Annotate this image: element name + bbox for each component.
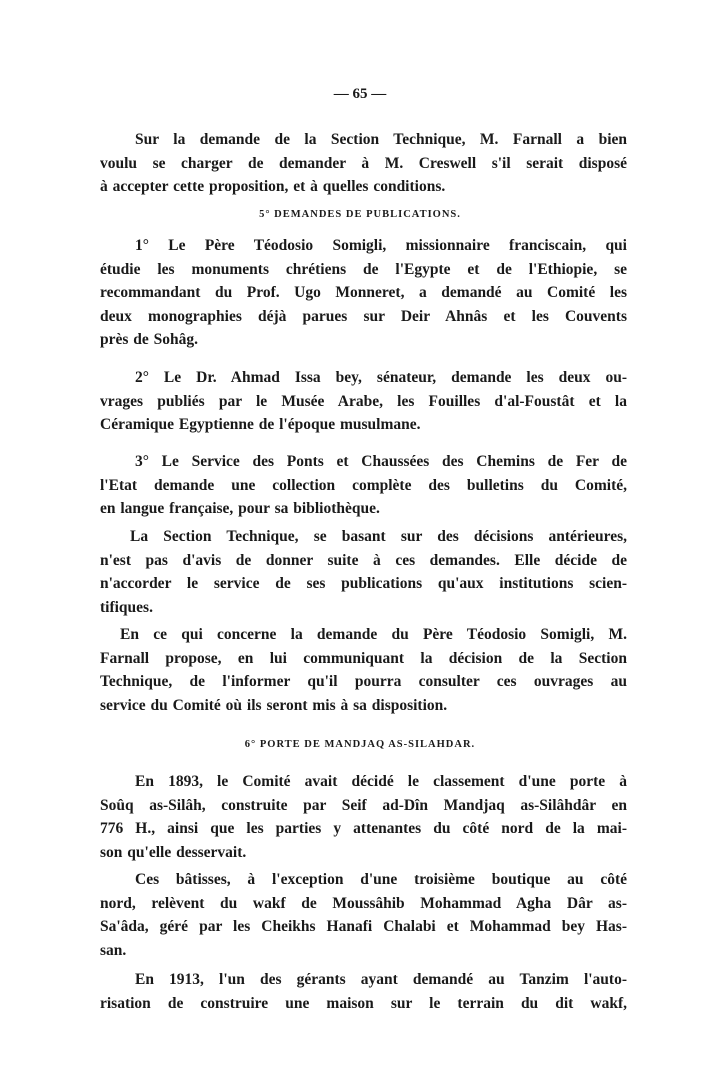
text-line: deux monographies déjà parues sur Deir Ahnâs et les Couvents xyxy=(100,307,627,325)
paragraph xyxy=(100,770,627,864)
text-line: En 1913, l'un des gérants ayant demandé au Tanzim l'auto- xyxy=(135,971,627,988)
text-line: san. xyxy=(100,941,127,959)
paragraph xyxy=(100,366,627,437)
text-line: près de Sohâg. xyxy=(100,331,199,349)
text-line: voulu se charger de demander à M. Creswell s'il serait disposé xyxy=(100,154,627,172)
text-line: En 1893, le Comité avait décidé le classement d'une porte à xyxy=(135,773,627,790)
text-line: étudie les monuments chrétiens de l'Egypte et de l'Ethiopie, se xyxy=(100,260,627,278)
text-line: service du Comité où ils seront mis à sa disposition. xyxy=(100,696,448,714)
text-line: son qu'elle desservait. xyxy=(100,843,247,861)
text-line: 1° Le Père Téodosio Somigli, missionnaire franciscain, qui xyxy=(135,237,627,254)
text-line: Sa'âda, géré par les Cheikhs Hanafi Chalabi et Mohammad bey Has- xyxy=(100,918,627,936)
text-line: à accepter cette proposition, et à quelles conditions. xyxy=(100,178,446,196)
text-line: Farnall propose, en lui communiquant la décision de la Section xyxy=(100,649,627,667)
text-line: recommandant du Prof. Ugo Monneret, a demandé au Comité les xyxy=(100,284,627,302)
text-line: Sur la demande de la Section Technique, M. Farnall a bien xyxy=(135,131,627,148)
text-line: 3° Le Service des Ponts et Chaussées des Chemins de Fer de xyxy=(135,453,627,470)
text-line: 2° Le Dr. Ahmad Issa bey, sénateur, demande les deux ou- xyxy=(135,369,627,386)
text-line: Technique, de l'informer qu'il pourra consulter ces ouvrages au xyxy=(100,673,627,691)
text-line: Ces bâtisses, à l'exception d'une troisième boutique au côté xyxy=(135,871,627,888)
text-line: 776 H., ainsi que les parties y attenantes du côté nord de la mai- xyxy=(100,820,627,838)
paragraph xyxy=(100,234,627,352)
text-line: La Section Technique, se basant sur des décisions antérieures, xyxy=(130,528,627,545)
paragraph xyxy=(100,868,627,962)
paragraph xyxy=(100,450,627,521)
text-line: en langue française, pour sa bibliothèque. xyxy=(100,500,380,518)
text-line: vrages publiés par le Musée Arabe, les Fouilles d'al-Foustât et la xyxy=(100,392,627,410)
text-line: n'accorder le service de ses publications qu'aux institutions scien- xyxy=(100,575,627,593)
text-line: n'est pas d'avis de donner suite à ces demandes. Elle décide de xyxy=(100,551,627,569)
paragraph xyxy=(100,525,627,619)
text-line: Soûq as-Silâh, construite par Seif ad-Dîn Mandjaq as-Silâhdâr en xyxy=(100,796,627,814)
text-line: En ce qui concerne la demande du Père Téodosio Somigli, M. xyxy=(120,626,627,643)
section-heading: 5° DEMANDES DE PUBLICATIONS. xyxy=(259,209,461,220)
paragraph xyxy=(100,968,627,1015)
text-line: risation de construire une maison sur le terrain du dit wakf, xyxy=(100,994,627,1012)
section-heading: 6° PORTE DE MANDJAQ AS-SILAHDAR. xyxy=(244,739,476,750)
paragraph xyxy=(100,623,627,717)
text-line: l'Etat demande une collection complète des bulletins du Comité, xyxy=(100,476,627,494)
text-line: Céramique Egyptienne de l'époque musulmane. xyxy=(100,416,421,434)
text-line: nord, relèvent du wakf de Moussâhib Mohammad Agha Dâr as- xyxy=(100,894,627,912)
paragraph xyxy=(100,128,627,199)
page-number: — 65 — xyxy=(333,86,387,102)
text-line: tifiques. xyxy=(100,598,153,616)
